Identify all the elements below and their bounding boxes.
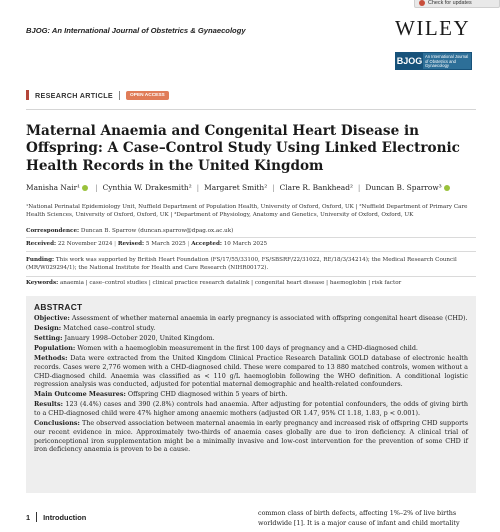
publisher-logo[interactable]: WILEY — [395, 16, 471, 40]
article-type-label: RESEARCH ARTICLE — [35, 90, 114, 100]
orcid-icon[interactable] — [444, 185, 450, 191]
author-separator: | — [95, 183, 98, 192]
results-label: Results: — [34, 400, 63, 409]
affiliations: ¹National Perinatal Epidemiology Unit, Nuffield Department of Population Health, University of Oxford, Oxford, UK | ²Nuffield Department of Primary Care Health Sciences, University of Oxford, Oxford, UK | ³Department of Physiology, Anatomy and Genetics, University of Oxford, Oxford, UK — [26, 204, 468, 218]
author-separator: | — [357, 183, 361, 192]
author-list — [26, 183, 452, 192]
accepted-date: 10 March 2025 — [223, 241, 268, 247]
divider — [26, 251, 476, 252]
orcid-icon[interactable] — [82, 185, 88, 191]
keywords-list: anaemia | case–control studies | clinical practice research datalink | congenital heart disease | haemoglobin | risk factor — [59, 280, 402, 286]
population-text: Women with a haemoglobin measurement in the first 100 days of pregnancy and a CHD-diagnosed child. — [77, 343, 418, 352]
objective-label: Objective: — [34, 314, 70, 322]
update-icon — [419, 0, 425, 6]
conclusions-label: Conclusions: — [34, 419, 80, 428]
abstract-population — [34, 344, 468, 353]
abstract-methods — [34, 354, 468, 389]
conclusions-text: The observed association between maternal anaemia in early pregnancy and increased risk of offspring CHD supports our recent evidence in mice. Approximately two-thirds of anaemia cases globally are due to iron deficiency. A clinical trial of periconceptional iron supplementation might be a minimally invasive and low-cost intervention for the prevention of some CHD if iron deficiency anaemia is proven to be a cause. — [34, 419, 468, 454]
keywords-label: Keywords: — [26, 280, 59, 286]
abstract-outcome — [34, 390, 468, 399]
funding-text: This work was supported by British Heart Foundation (FS/17/55/33100, FS/SBSRF/22/31022, RE/18/3/34214); the Medical Research Council (MR/W029294/1); the National Institute for Health and Care Research (NIHR00172). — [26, 257, 457, 271]
methods-text: Data were extracted from the United Kingdom Clinical Practice Research Datalink GOLD database of electronic health records. Cases were 2,776 women with a CHD-diagnosed child. These were compared to 13 880 matched controls, women without a CHD-diagnosed child. Anaemia was classified as < 110 g/L haemoglobin following the WHO definition. A conditional logistic regression analysis was conducted, adjusted for potential maternal demographic and health-related confounders. — [34, 353, 468, 389]
revised-date: 5 March 2025 — [145, 241, 186, 247]
population-label: Population: — [34, 343, 76, 352]
abstract-objective — [34, 314, 468, 323]
divider — [119, 91, 120, 100]
check-for-updates-label: Check for updates — [428, 0, 472, 6]
author-name[interactable]: Duncan B. Sparrow³ — [365, 183, 442, 192]
article-type-header — [26, 90, 169, 100]
journal-logo-mark: BJOG — [396, 53, 423, 69]
objective-text: Assessment of whether maternal anaemia in early pregnancy is associated with offspring congenital heart disease (CHD). — [71, 314, 468, 322]
keywords — [26, 280, 476, 286]
article-dates: Received: 22 November 2024 | Revised: 5 March 2025 | Accepted: 10 March 2025 — [26, 241, 268, 247]
divider — [26, 276, 476, 277]
setting-text: January 1998–October 2020, United Kingdom. — [64, 333, 215, 342]
abstract-box — [26, 296, 476, 493]
author-separator: | — [196, 183, 200, 192]
outcome-label: Main Outcome Measures: — [34, 390, 126, 399]
section-title: Introduction — [43, 512, 87, 522]
open-access-badge[interactable]: OPEN ACCESS — [126, 91, 169, 100]
correspondence-label: Correspondence: — [26, 228, 80, 234]
header-divider — [26, 109, 476, 110]
author-name[interactable]: Margaret Smith² — [204, 183, 268, 192]
section-divider — [36, 512, 37, 522]
outcome-text: Offspring CHD diagnosed within 5 years of birth. — [127, 390, 288, 399]
author-name[interactable]: Cynthia W. Drakesmith² — [102, 183, 192, 192]
abstract-design — [34, 324, 468, 333]
abstract-results — [34, 400, 468, 418]
received-date: 22 November 2024 — [57, 241, 113, 247]
design-label: Design: — [34, 323, 62, 332]
abstract-conclusions — [34, 419, 468, 454]
funding — [26, 256, 476, 272]
journal-title: BJOG: An International Journal of Obstetrics & Gynaecology — [26, 26, 246, 35]
divider — [26, 237, 476, 238]
received-label: Received: — [26, 241, 57, 247]
check-for-updates-button[interactable] — [414, 0, 500, 8]
correspondence — [26, 228, 233, 234]
results-text: 123 (4.4%) cases and 390 (2.8%) controls had anaemia. After adjusting for potential confounders, the odds of giving birth to a CHD-diagnosed child were 47% higher among anaemic mothers (adjusted OR 1.47, 95% CI 1.18, 1.83, p < 0.001). — [34, 400, 468, 418]
author-name[interactable]: Clare R. Bankhead² — [279, 183, 353, 192]
revised-label: Revised: — [117, 241, 145, 247]
article-title: Maternal Anaemia and Congenital Heart Disease in Offspring: A Case–Control Study Using Linked Electronic Health Records in the United Kingdom — [26, 123, 460, 174]
body-text-right-column: common class of birth defects, affecting 1%–2% of live births worldwide [1]. It is a major cause of infant and child mortality — [258, 509, 460, 527]
author-separator: | — [272, 183, 275, 192]
correspondence-value[interactable]: Duncan B. Sparrow (duncan.sparrow@dpag.ox.ac.uk) — [80, 228, 234, 234]
funding-label: Funding: — [26, 257, 55, 263]
methods-label: Methods: — [34, 353, 68, 362]
journal-logo[interactable] — [395, 52, 472, 70]
abstract-setting — [34, 334, 468, 343]
journal-logo-text: An International Journal of Obstetrics and Gynaecology — [423, 53, 471, 69]
section-number: 1 — [26, 512, 31, 522]
section-heading — [26, 512, 86, 522]
setting-label: Setting: — [34, 333, 63, 342]
author-name[interactable]: Manisha Nair¹ — [26, 183, 81, 192]
accent-bar — [26, 90, 29, 100]
accepted-label: Accepted: — [191, 241, 222, 247]
abstract-heading: ABSTRACT — [34, 302, 83, 312]
design-text: Matched case–control study. — [63, 323, 156, 332]
